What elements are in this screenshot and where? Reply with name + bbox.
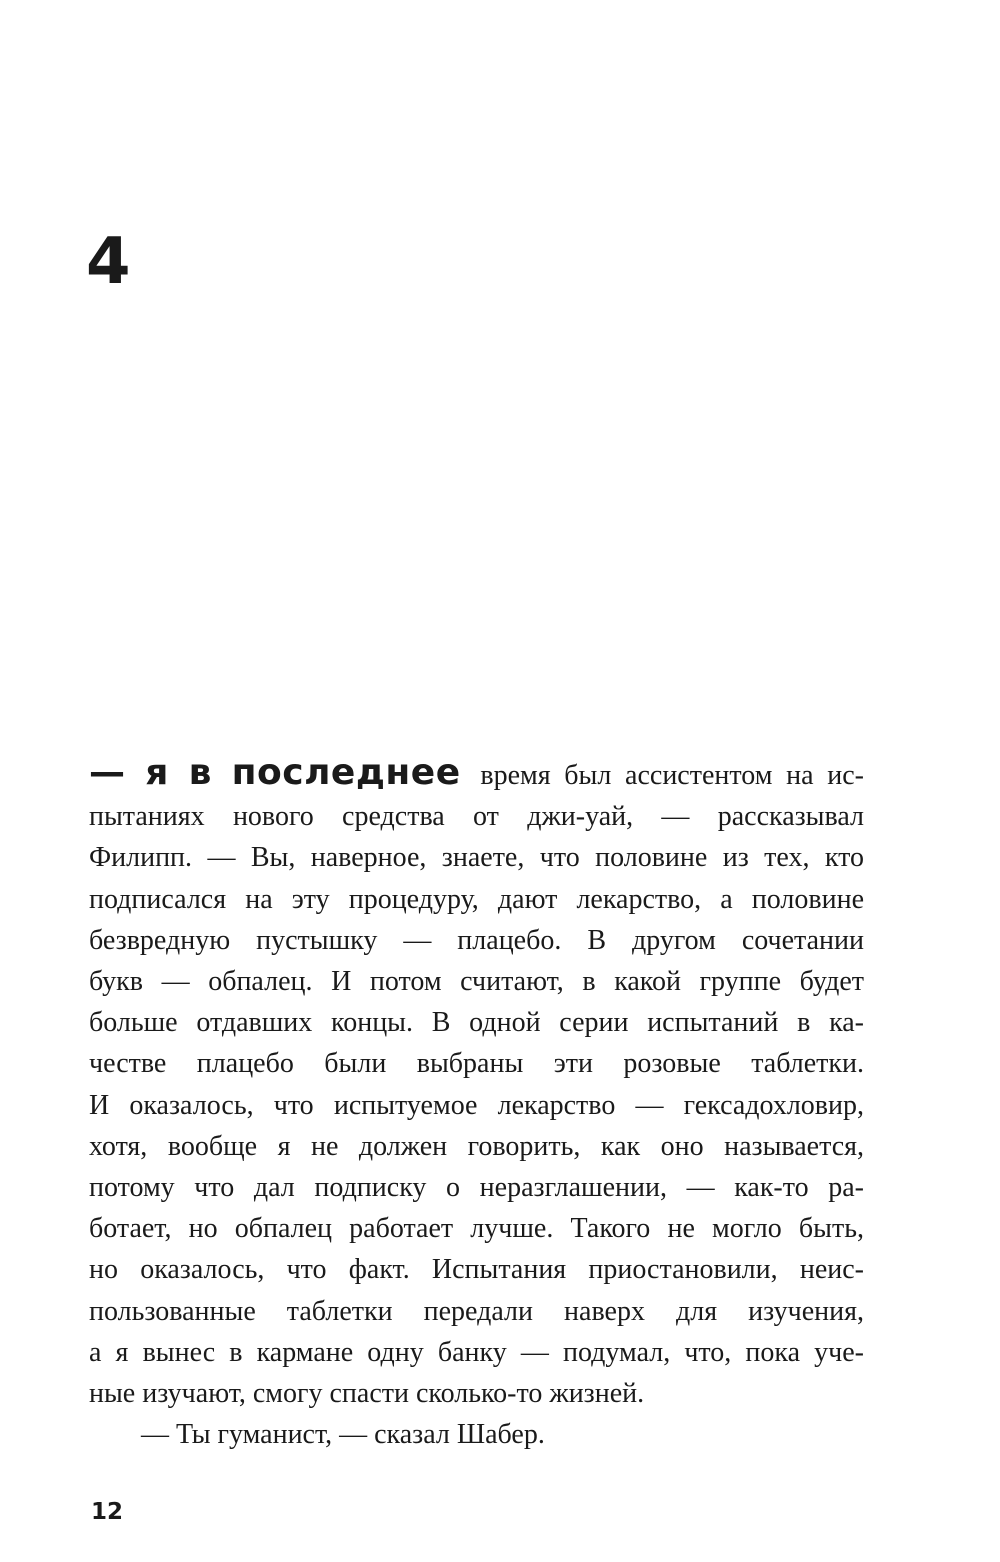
text-line-5: безвредную пустышку — плацебо. В другом сочетании (89, 924, 864, 956)
text-line-2: пытаниях нового средства от джи-уай, — рассказывал (89, 801, 864, 833)
lead-in-phrase: — я в последнее (89, 752, 461, 793)
text-line-13: но оказалось, что факт. Испытания приостановили, неис- (89, 1254, 864, 1286)
chapter-number: 4 (86, 225, 131, 299)
text-line-4: подписался на эту процедуру, дают лекарство, а половине (89, 883, 864, 915)
text-line-6: букв — обпалец. И потом считают, в какой группе будет (89, 966, 864, 998)
text-line-14: пользованные таблетки передали наверх для изучения, (89, 1295, 864, 1327)
text-line-7: больше отдавших концы. В одной серии испытаний в ка- (89, 1007, 864, 1039)
text-line-1-rest: время был ассистентом на ис- (480, 760, 864, 791)
text-line-11: потому что дал подписку о неразглашении, — как-то ра- (89, 1172, 864, 1204)
dialogue-reply: — Ты гуманист, — сказал Шабер. (141, 1419, 545, 1451)
text-line-8: честве плацебо были выбраны эти розовые таблетки. (89, 1048, 864, 1080)
text-line-3: Филипп. — Вы, наверное, знаете, что половине из тех, кто (89, 842, 864, 874)
text-line-10: хотя, вообще я не должен говорить, как оно называется, (89, 1130, 864, 1162)
page-number: 12 (91, 1499, 124, 1525)
text-line-1 (89, 752, 864, 796)
text-line-9: И оказалось, что испытуемое лекарство — гексадохловир, (89, 1089, 864, 1121)
text-line-15: а я вынес в кармане одну банку — подумал, что, пока уче- (89, 1336, 864, 1368)
text-line-12: ботает, но обпалец работает лучше. Такого не могло быть, (89, 1213, 864, 1245)
chapter-body (89, 752, 864, 1455)
text-line-16: ные изучают, смогу спасти сколько-то жизней. (89, 1378, 645, 1410)
